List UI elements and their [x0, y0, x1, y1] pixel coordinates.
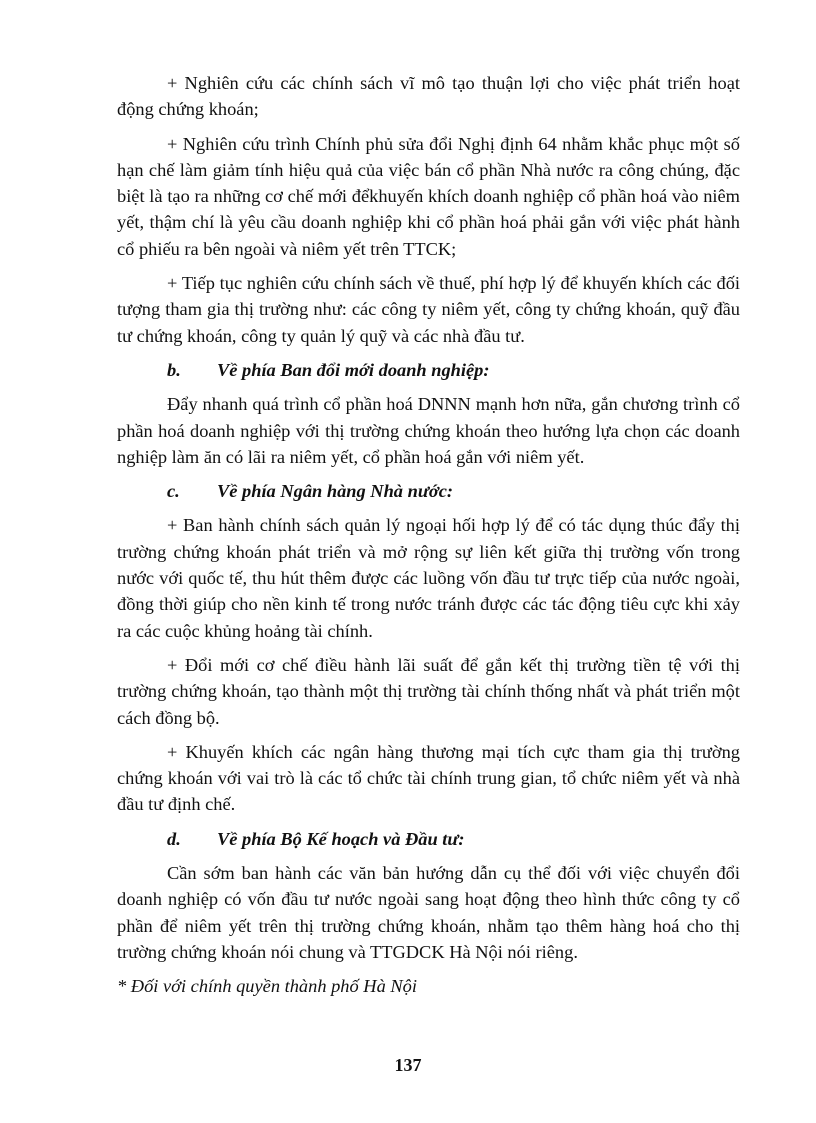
subsection-note: * Đối với chính quyền thành phố Hà Nội — [117, 976, 417, 997]
section-heading-b — [117, 357, 740, 383]
paragraph: + Tiếp tục nghiên cứu chính sách về thuế, phí hợp lý để khuyến khích các đối tượng tham gia thị trường như: các công ty niêm yết, công ty chứng khoán, quỹ đầu tư chứng khoán, công ty quản lý quỹ và các nhà đầu tư. — [117, 273, 740, 346]
paragraph: + Nghiên cứu trình Chính phủ sửa đổi Nghị định 64 nhằm khắc phục một số hạn chế làm giảm tính hiệu quả của việc bán cổ phần Nhà nước ra công chúng, đặc biệt là tạo ra những cơ chế mới đểkhuyến khích doanh nghiệp cổ phần hoá vào niêm yết, thậm chí là yêu cầu doanh nghiệp khi cổ phần hoá phải gắn với việc phát hành cổ phiếu ra bên ngoài và niêm yết trên TTCK; — [117, 133, 740, 259]
section-letter: b. — [167, 359, 181, 380]
paragraph: + Ban hành chính sách quản lý ngoại hối hợp lý để có tác dụng thúc đẩy thị trường chứng khoán phát triển và mở rộng sự liên kết giữa thị trường vốn trong nước với quốc tế, thu hút thêm được các luồng vốn đầu tư trực tiếp của nước ngoài, đồng thời giúp cho nền kinh tế trong nước tránh được các tác động tiêu cực khi xảy ra các cuộc khủng hoảng tài chính. — [117, 515, 740, 641]
section-heading-d — [117, 826, 740, 852]
section-letter: c. — [167, 481, 180, 502]
section-title: Về phía Ban đổi mới doanh nghiệp: — [217, 359, 490, 380]
paragraph: Đẩy nhanh quá trình cổ phần hoá DNNN mạnh hơn nữa, gắn chương trình cổ phần hoá doanh nghiệp với thị trường chứng khoán theo hướng lựa chọn các doanh nghiệp làm ăn có lãi ra niêm yết, cổ phần hoá gắn với niêm yết. — [117, 394, 740, 467]
section-heading-c — [117, 478, 740, 504]
section-letter: d. — [167, 828, 181, 849]
paragraph: + Đổi mới cơ chế điều hành lãi suất để gắn kết thị trường tiền tệ với thị trường chứng khoán, tạo thành một thị trường tài chính thống nhất và phát triển một cách đồng bộ. — [117, 654, 740, 728]
page-body — [117, 70, 740, 1000]
paragraph: + Khuyến khích các ngân hàng thương mại tích cực tham gia thị trường chứng khoán với vai trò là các tổ chức tài chính trung gian, tổ chức niêm yết và nhà đầu tư định chế. — [117, 741, 740, 815]
paragraph: + Nghiên cứu các chính sách vĩ mô tạo thuận lợi cho việc phát triển hoạt động chứng khoán; — [117, 73, 740, 120]
paragraph: Cần sớm ban hành các văn bản hướng dẫn cụ thể đối với việc chuyển đổi doanh nghiệp có vốn đầu tư nước ngoài sang hoạt động theo hình thức công ty cổ phần để niêm yết trên thị trường chứng khoán, nhằm tạo thêm hàng hoá cho thị trường chứng khoán nói chung và TTGDCK Hà Nội nói riêng. — [117, 863, 740, 962]
section-title: Về phía Ngân hàng Nhà nước: — [217, 481, 453, 502]
page-number: 137 — [394, 1055, 422, 1075]
section-title: Về phía Bộ Kế hoạch và Đầu tư: — [217, 828, 465, 849]
